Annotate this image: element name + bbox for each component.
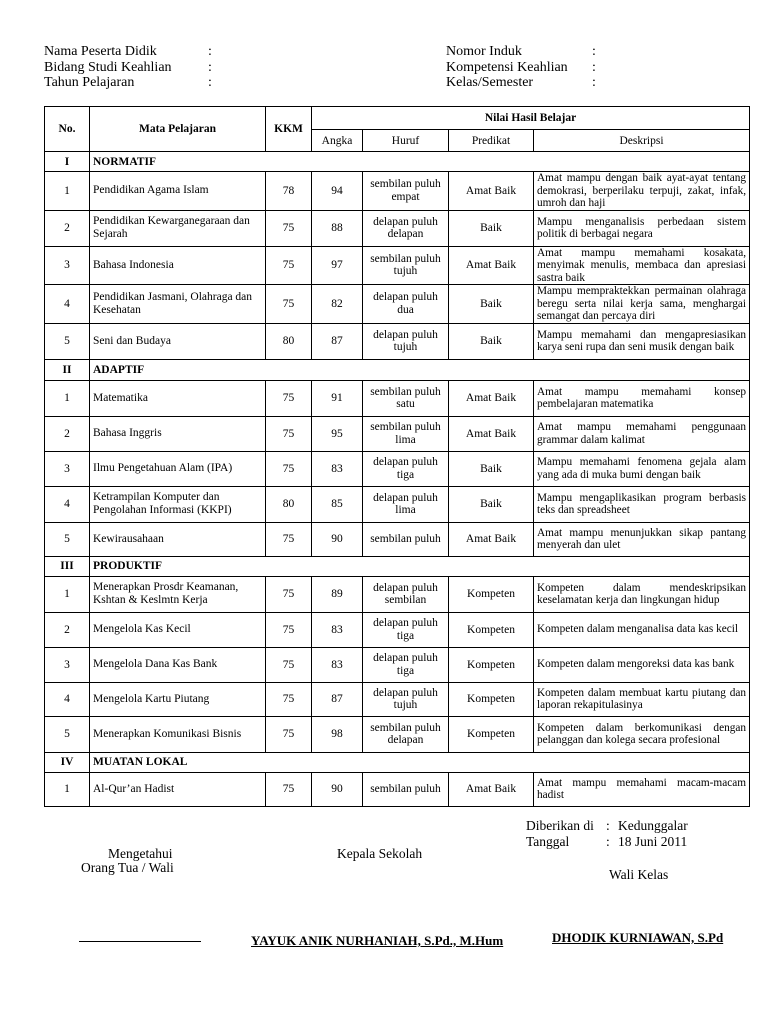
tanggal-label: Tanggal [526, 834, 570, 849]
kkm-value: 75 [266, 451, 312, 486]
col-header-predikat: Predikat [449, 130, 534, 152]
section-title: ADAPTIF [90, 359, 750, 380]
row-number: 3 [45, 451, 90, 486]
row-number: 5 [45, 323, 90, 359]
tahun-pelajaran-label: Tahun Pelajaran [44, 75, 135, 90]
separator: : [208, 75, 212, 90]
deskripsi-value: Amat mampu menunjukkan sikap pantang menyerah dan ulet [534, 522, 750, 556]
kkm-value: 75 [266, 380, 312, 416]
parent-signature-line [79, 941, 201, 942]
kkm-value: 75 [266, 772, 312, 806]
table-row [45, 210, 750, 246]
kkm-value: 75 [266, 210, 312, 246]
row-number: 4 [45, 682, 90, 716]
angka-value: 87 [312, 682, 363, 716]
huruf-value: delapan puluh sembilan [363, 576, 449, 612]
angka-value: 95 [312, 416, 363, 451]
huruf-value: delapan puluh tiga [363, 647, 449, 682]
deskripsi-value: Amat mampu memahami kosakata, menyimak menulis, membaca dan apresiasi sastra baik [534, 246, 750, 285]
subject-name: Al-Qur’an Hadist [90, 772, 266, 806]
table-row [45, 772, 750, 806]
huruf-value: sembilan puluh [363, 522, 449, 556]
angka-value: 97 [312, 246, 363, 285]
row-number: 1 [45, 576, 90, 612]
predikat-value: Baik [449, 285, 534, 324]
section-number: III [45, 556, 90, 576]
section-title: PRODUKTIF [90, 556, 750, 576]
huruf-value: delapan puluh delapan [363, 210, 449, 246]
huruf-value: delapan puluh lima [363, 486, 449, 522]
row-number: 5 [45, 522, 90, 556]
deskripsi-value: Amat mampu memahami penggunaan grammar dalam kalimat [534, 416, 750, 451]
deskripsi-value: Amat mampu dengan baik ayat-ayat tentang demokrasi, berperilaku terpuji, zakat, infak, umroh dan haji [534, 172, 750, 211]
subject-name: Mengelola Dana Kas Bank [90, 647, 266, 682]
nama-peserta-label: Nama Peserta Didik [44, 44, 157, 59]
angka-value: 94 [312, 172, 363, 211]
deskripsi-value: Mampu mempraktekkan permainan olahraga beregu serta nilai kerja sama, menghargai semangat dan percaya diri [534, 285, 750, 324]
section-row [45, 752, 750, 772]
huruf-value: sembilan puluh tujuh [363, 246, 449, 285]
col-header-angka: Angka [312, 130, 363, 152]
kepala-sekolah-label: Kepala Sekolah [337, 846, 423, 861]
header-row [44, 75, 734, 91]
predikat-value: Kompeten [449, 682, 534, 716]
bidang-studi-label: Bidang Studi Keahlian [44, 59, 172, 75]
separator: : [592, 44, 596, 59]
subject-name: Kewirausahaan [90, 522, 266, 556]
section-number: I [45, 152, 90, 172]
predikat-value: Baik [449, 451, 534, 486]
table-row [45, 522, 750, 556]
angka-value: 91 [312, 380, 363, 416]
deskripsi-value: Kompeten dalam mendeskripsikan keselamatan kerja dan lingkungan hidup [534, 576, 750, 612]
row-number: 3 [45, 647, 90, 682]
huruf-value: sembilan puluh [363, 772, 449, 806]
deskripsi-value: Amat mampu memahami konsep pembelajaran matematika [534, 380, 750, 416]
row-number: 1 [45, 772, 90, 806]
subject-name: Pendidikan Kewarganegaraan dan Sejarah [90, 210, 266, 246]
section-number: IV [45, 752, 90, 772]
kkm-value: 75 [266, 246, 312, 285]
kkm-value: 75 [266, 522, 312, 556]
predikat-value: Amat Baik [449, 522, 534, 556]
predikat-value: Baik [449, 210, 534, 246]
angka-value: 83 [312, 647, 363, 682]
angka-value: 98 [312, 716, 363, 752]
kkm-value: 75 [266, 682, 312, 716]
separator: : [606, 818, 610, 833]
angka-value: 90 [312, 522, 363, 556]
huruf-value: delapan puluh tujuh [363, 682, 449, 716]
subject-name: Mengelola Kas Kecil [90, 612, 266, 647]
nomor-induk-label: Nomor Induk [446, 44, 522, 59]
col-header-huruf: Huruf [363, 130, 449, 152]
kkm-value: 75 [266, 285, 312, 324]
angka-value: 83 [312, 451, 363, 486]
section-row [45, 359, 750, 380]
table-row [45, 323, 750, 359]
header-row [44, 44, 734, 60]
table-row [45, 486, 750, 522]
angka-value: 87 [312, 323, 363, 359]
col-header-no: No. [45, 107, 90, 152]
predikat-value: Amat Baik [449, 246, 534, 285]
table-row [45, 451, 750, 486]
angka-value: 88 [312, 210, 363, 246]
separator: : [606, 834, 610, 849]
row-number: 4 [45, 285, 90, 324]
row-number: 2 [45, 416, 90, 451]
table-row [45, 285, 750, 324]
predikat-value: Amat Baik [449, 416, 534, 451]
wali-kelas-name: DHODIK KURNIAWAN, S.Pd [552, 930, 724, 945]
section-row [45, 556, 750, 576]
angka-value: 82 [312, 285, 363, 324]
kepala-sekolah-name: YAYUK ANIK NURHANIAH, S.Pd., M.Hum [251, 933, 504, 948]
table-row [45, 172, 750, 211]
deskripsi-value: Kompeten dalam mengoreksi data kas bank [534, 647, 750, 682]
diberikan-label: Diberikan di [526, 818, 594, 833]
subject-name: Matematika [90, 380, 266, 416]
deskripsi-value: Mampu menganalisis perbedaan sistem politik di berbagai negara [534, 210, 750, 246]
predikat-value: Amat Baik [449, 172, 534, 211]
table-body [45, 152, 750, 807]
tanggal-value: 18 Juni 2011 [618, 834, 688, 849]
col-header-mapel: Mata Pelajaran [90, 107, 266, 152]
kkm-value: 75 [266, 612, 312, 647]
table-row [45, 682, 750, 716]
grades-table [44, 106, 750, 807]
predikat-value: Amat Baik [449, 772, 534, 806]
huruf-value: delapan puluh tujuh [363, 323, 449, 359]
angka-value: 83 [312, 612, 363, 647]
huruf-value: delapan puluh tiga [363, 451, 449, 486]
row-number: 4 [45, 486, 90, 522]
section-number: II [45, 359, 90, 380]
deskripsi-value: Kompeten dalam berkomunikasi dengan pelanggan dan kolega secara profesional [534, 716, 750, 752]
row-number: 5 [45, 716, 90, 752]
predikat-value: Baik [449, 486, 534, 522]
kkm-value: 80 [266, 323, 312, 359]
huruf-value: sembilan puluh satu [363, 380, 449, 416]
row-number: 1 [45, 172, 90, 211]
section-title: NORMATIF [90, 152, 750, 172]
col-header-kkm: KKM [266, 107, 312, 152]
kelas-semester-label: Kelas/Semester [446, 75, 534, 90]
subject-name: Ketrampilan Komputer dan Pengolahan Informasi (KKPI) [90, 486, 266, 522]
deskripsi-value: Kompeten dalam membuat kartu piutang dan laporan rekapitulasinya [534, 682, 750, 716]
kkm-value: 75 [266, 416, 312, 451]
row-number: 3 [45, 246, 90, 285]
predikat-value: Kompeten [449, 647, 534, 682]
subject-name: Menerapkan Prosdr Keamanan, Kshtan & Keslmtn Kerja [90, 576, 266, 612]
section-row [45, 152, 750, 172]
table-row [45, 576, 750, 612]
subject-name: Bahasa Indonesia [90, 246, 266, 285]
mengetahui-label: Mengetahui [108, 846, 173, 861]
deskripsi-value: Kompeten dalam menganalisa data kas kecil [534, 612, 750, 647]
subject-name: Mengelola Kartu Piutang [90, 682, 266, 716]
kkm-value: 75 [266, 647, 312, 682]
section-title: MUATAN LOKAL [90, 752, 750, 772]
table-row [45, 416, 750, 451]
kkm-value: 80 [266, 486, 312, 522]
subject-name: Menerapkan Komunikasi Bisnis [90, 716, 266, 752]
predikat-value: Kompeten [449, 716, 534, 752]
table-row [45, 380, 750, 416]
separator: : [592, 75, 596, 90]
predikat-value: Amat Baik [449, 380, 534, 416]
huruf-value: sembilan puluh empat [363, 172, 449, 211]
predikat-value: Kompeten [449, 612, 534, 647]
angka-value: 90 [312, 772, 363, 806]
predikat-value: Kompeten [449, 576, 534, 612]
kkm-value: 75 [266, 576, 312, 612]
angka-value: 85 [312, 486, 363, 522]
huruf-value: delapan puluh dua [363, 285, 449, 324]
subject-name: Ilmu Pengetahuan Alam (IPA) [90, 451, 266, 486]
kkm-value: 75 [266, 716, 312, 752]
wali-kelas-label: Wali Kelas [609, 867, 669, 882]
table-row [45, 246, 750, 285]
huruf-value: delapan puluh tiga [363, 612, 449, 647]
deskripsi-value: Mampu mengaplikasikan program berbasis teks dan spreadsheet [534, 486, 750, 522]
student-identity-header [44, 44, 734, 91]
table-row [45, 716, 750, 752]
row-number: 1 [45, 380, 90, 416]
row-number: 2 [45, 210, 90, 246]
subject-name: Bahasa Inggris [90, 416, 266, 451]
separator: : [208, 44, 212, 59]
kompetensi-keahlian-label: Kompetensi Keahlian [446, 59, 568, 75]
kkm-value: 78 [266, 172, 312, 211]
separator: : [592, 59, 596, 75]
subject-name: Pendidikan Agama Islam [90, 172, 266, 211]
table-row [45, 612, 750, 647]
subject-name: Pendidikan Jasmani, Olahraga dan Kesehatan [90, 285, 266, 324]
huruf-value: sembilan puluh delapan [363, 716, 449, 752]
deskripsi-value: Mampu memahami dan mengapresiasikan karya seni rupa dan seni musik dengan baik [534, 323, 750, 359]
subject-name: Seni dan Budaya [90, 323, 266, 359]
col-header-deskripsi: Deskripsi [534, 130, 750, 152]
huruf-value: sembilan puluh lima [363, 416, 449, 451]
separator: : [208, 59, 212, 75]
orang-tua-label: Orang Tua / Wali [81, 860, 174, 875]
table-row [45, 647, 750, 682]
deskripsi-value: Amat mampu memahami macam-macam hadist [534, 772, 750, 806]
header-row [44, 60, 734, 76]
table-header [45, 107, 750, 152]
row-number: 2 [45, 612, 90, 647]
diberikan-value: Kedunggalar [618, 818, 688, 833]
predikat-value: Baik [449, 323, 534, 359]
angka-value: 89 [312, 576, 363, 612]
deskripsi-value: Mampu memahami fenomena gejala alam yang ada di muka bumi dengan baik [534, 451, 750, 486]
col-header-nilai: Nilai Hasil Belajar [312, 107, 750, 130]
